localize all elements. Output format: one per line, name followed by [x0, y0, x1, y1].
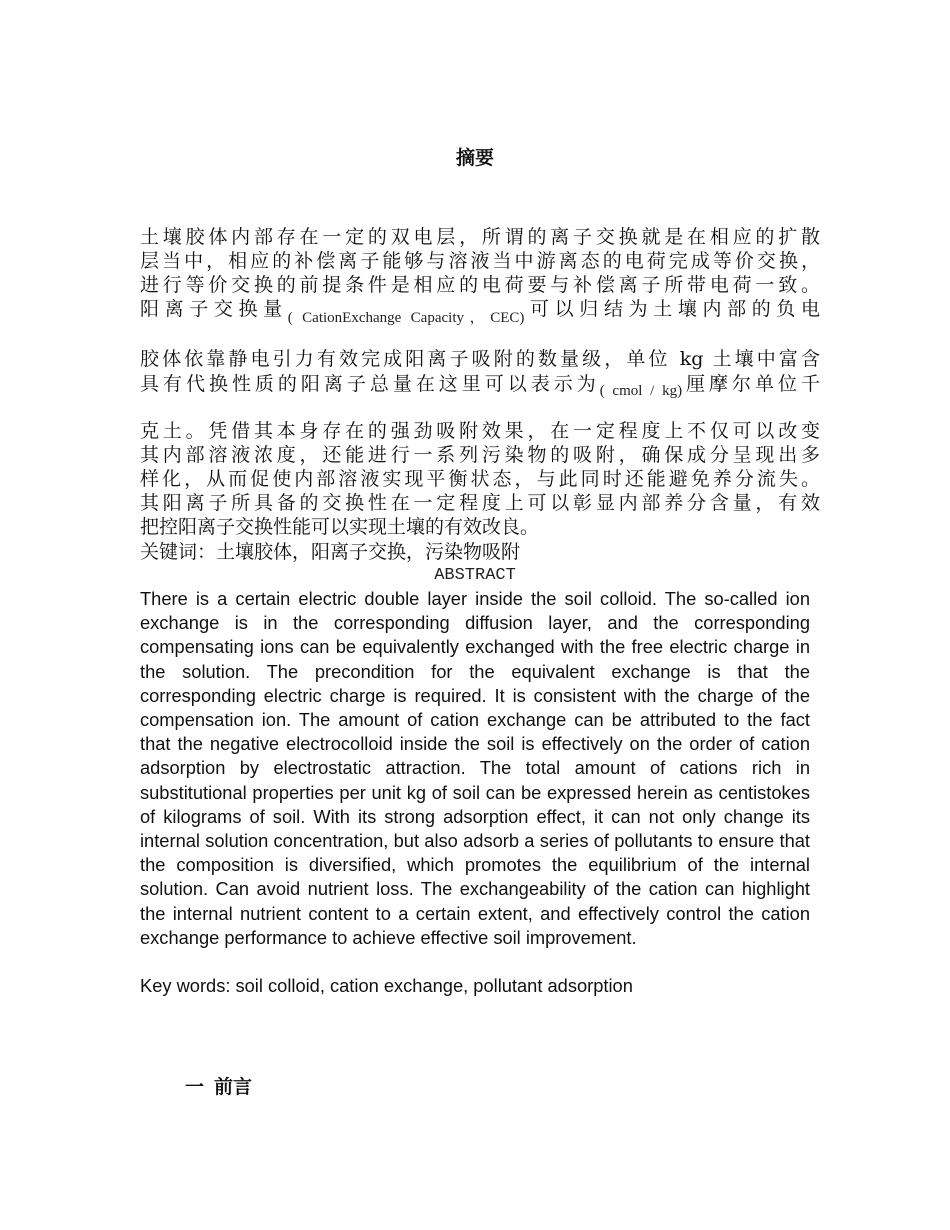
keywords-cn: 关键词：土壤胶体，阳离子交换，污染物吸附 [140, 541, 521, 563]
cec-trail-text: 可以归结为土壤内部的负电 [524, 298, 820, 320]
abstract-cn-line: 其内部溶液浓度，还能进行一系列污染物的吸附，确保成分呈现出多 [140, 444, 820, 466]
abstract-title: 摘要 [455, 147, 494, 169]
abstract-cn-line: 把控阳离子交换性能可以实现土壤的有效改良。 [140, 516, 540, 538]
keywords-en: Key words: soil colloid, cation exchange, pollutant adsorption [140, 975, 633, 996]
cec-lead-text: 阳离子交换量 [140, 298, 288, 320]
abstract-en-title: ABSTRACT [434, 566, 516, 585]
unit-term: ( cmol / kg) [599, 383, 683, 399]
abstract-cn-line: 样化，从而促使内部溶液实现平衡状态，与此同时还能避免养分流失。 [140, 468, 820, 490]
abstract-cn-line-unit [140, 372, 820, 398]
section-title: 前言 [214, 1076, 253, 1098]
cec-term: ( CationExchange Capacity，CEC) [287, 310, 525, 326]
abstract-cn-line: 克土。凭借其本身存在的强劲吸附效果，在一定程度上不仅可以改变 [140, 420, 820, 442]
section-heading [185, 1072, 252, 1099]
abstract-cn-line: 土壤胶体内部存在一定的双电层，所谓的离子交换就是在相应的扩散 [140, 226, 820, 248]
abstract-cn-line: 进行等价交换的前提条件是相应的电荷要与补偿离子所带电荷一致。 [140, 274, 820, 296]
abstract-cn-line: 其阳离子所具备的交换性在一定程度上可以彰显内部养分含量，有效 [140, 492, 820, 514]
abstract-cn-line: 胶体依靠静电引力有效完成阳离子吸附的数量级，单位 kg 土壤中富含 [140, 348, 820, 370]
section-number: 一 [185, 1076, 205, 1098]
unit-lead-text: 具有代换性质的阳离子总量在这里可以表示为 [140, 373, 600, 395]
abstract-cn-line: 层当中，相应的补偿离子能够与溶液当中游离态的电荷完成等价交换， [140, 250, 820, 272]
unit-trail-text: 厘摩尔单位千 [682, 373, 820, 395]
abstract-en-body: There is a certain electric double layer inside the soil colloid. The so-called ion exchange is in the corresponding diffusion layer, and the corresponding compensating ions can be equivalently exchanged with the free electric charge in the solution. The precondition for the equivalent exchange is that the corresponding electric charge is required. It is consistent with the charge of the compensation ion. The amount of cation exchange can be attributed to the fact that the negative electrocolloid inside the soil is effectively on the order of cation adsorption by electrostatic attraction. The total amount of cations rich in substitutional properties per unit kg of soil can be expressed herein as centistokes of kilograms of soil. With its strong adsorption effect, it can not only change its internal solution concentration, but also adsorb a series of pollutants to ensure that the composition is diversified, which promotes the equilibrium of the internal solution. Can avoid nutrient loss. The exchangeability of the cation can highlight the internal nutrient content to a certain extent, and effectively control the cation exchange performance to achieve effective soil improvement. [140, 588, 810, 948]
abstract-cn-line-cec [140, 297, 820, 326]
